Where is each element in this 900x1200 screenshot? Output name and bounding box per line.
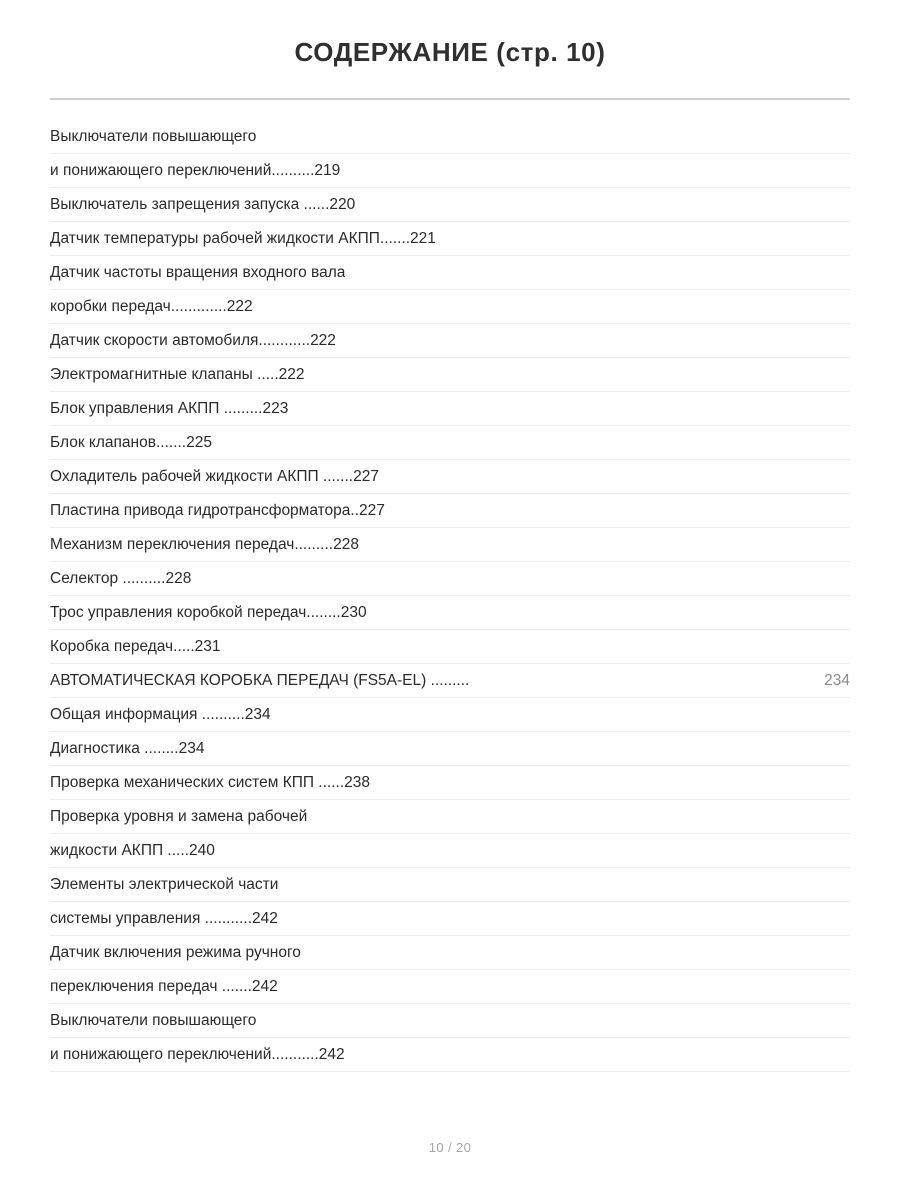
toc-entry-label: Трос управления коробкой передач........230 xyxy=(50,603,367,621)
toc-entry-label: Выключатели повышающего xyxy=(50,127,257,145)
toc-entry-label: Диагностика ........234 xyxy=(50,739,205,757)
toc-entry-label: Проверка уровня и замена рабочей xyxy=(50,807,308,825)
toc-entry-label: коробки передач.............222 xyxy=(50,297,253,315)
toc-entry[interactable] xyxy=(50,800,850,834)
toc-entry[interactable] xyxy=(50,732,850,766)
toc-entry[interactable] xyxy=(50,698,850,732)
toc-entry[interactable] xyxy=(50,562,850,596)
toc-entry[interactable] xyxy=(50,528,850,562)
toc-entry[interactable] xyxy=(50,766,850,800)
toc-entry-label: Электромагнитные клапаны .....222 xyxy=(50,365,305,383)
toc-entry[interactable] xyxy=(50,358,850,392)
toc-entry[interactable] xyxy=(50,392,850,426)
toc-entry[interactable] xyxy=(50,256,850,290)
toc-entry-label: АВТОМАТИЧЕСКАЯ КОРОБКА ПЕРЕДАЧ (FS5A-EL) ......... xyxy=(50,671,470,689)
toc-entry[interactable] xyxy=(50,834,850,868)
toc-entry[interactable] xyxy=(50,324,850,358)
toc-entry[interactable] xyxy=(50,596,850,630)
toc-entry-label: Блок управления АКПП .........223 xyxy=(50,399,289,417)
toc-entry[interactable] xyxy=(50,494,850,528)
toc-entry-label: Общая информация ..........234 xyxy=(50,705,271,723)
toc-entry-label: Коробка передач.....231 xyxy=(50,637,221,655)
toc-entry-label: Пластина привода гидротрансформатора..227 xyxy=(50,501,385,519)
toc-entry-label: Селектор ..........228 xyxy=(50,569,192,587)
toc-entry[interactable] xyxy=(50,154,850,188)
toc-entry[interactable] xyxy=(50,902,850,936)
toc-entry-label: Выключатель запрещения запуска ......220 xyxy=(50,195,356,213)
toc-entry-label: переключения передач .......242 xyxy=(50,977,278,995)
toc-entry-label: жидкости АКПП .....240 xyxy=(50,841,215,859)
toc-entry-label: Датчик частоты вращения входного вала xyxy=(50,263,346,281)
toc-entry[interactable] xyxy=(50,936,850,970)
toc-entry-label: Охладитель рабочей жидкости АКПП .......227 xyxy=(50,467,379,485)
toc-entry[interactable] xyxy=(50,868,850,902)
toc-entry-label: Проверка механических систем КПП ......238 xyxy=(50,773,371,791)
toc-entry[interactable] xyxy=(50,630,850,664)
toc-entry[interactable] xyxy=(50,222,850,256)
toc-entry-page: 234 xyxy=(824,671,850,689)
page-title: СОДЕРЖАНИЕ (стр. 10) xyxy=(294,37,606,67)
toc-entry[interactable] xyxy=(50,970,850,1004)
toc-entry-label: Блок клапанов.......225 xyxy=(50,433,212,451)
toc-entry[interactable] xyxy=(50,188,850,222)
toc-entry-label: и понижающего переключений...........242 xyxy=(50,1045,345,1063)
toc-entry[interactable] xyxy=(50,664,850,698)
toc-entry[interactable] xyxy=(50,1038,850,1072)
page-footer: 10 / 20 xyxy=(428,1140,472,1155)
toc-entry[interactable] xyxy=(50,1004,850,1038)
toc-entry[interactable] xyxy=(50,426,850,460)
title-divider xyxy=(50,98,850,100)
table-of-contents xyxy=(50,120,850,1072)
toc-entry[interactable] xyxy=(50,290,850,324)
toc-entry-label: Выключатели повышающего xyxy=(50,1011,257,1029)
toc-entry-label: Датчик включения режима ручного xyxy=(50,943,301,961)
toc-entry-label: Датчик температуры рабочей жидкости АКПП.......221 xyxy=(50,229,436,247)
toc-entry-label: Элементы электрической части xyxy=(50,875,279,893)
toc-entry-label: Датчик скорости автомобиля............222 xyxy=(50,331,336,349)
toc-entry-label: и понижающего переключений..........219 xyxy=(50,161,341,179)
toc-entry-label: системы управления ...........242 xyxy=(50,909,278,927)
toc-entry[interactable] xyxy=(50,120,850,154)
toc-entry-label: Механизм переключения передач.........228 xyxy=(50,535,359,553)
toc-entry[interactable] xyxy=(50,460,850,494)
